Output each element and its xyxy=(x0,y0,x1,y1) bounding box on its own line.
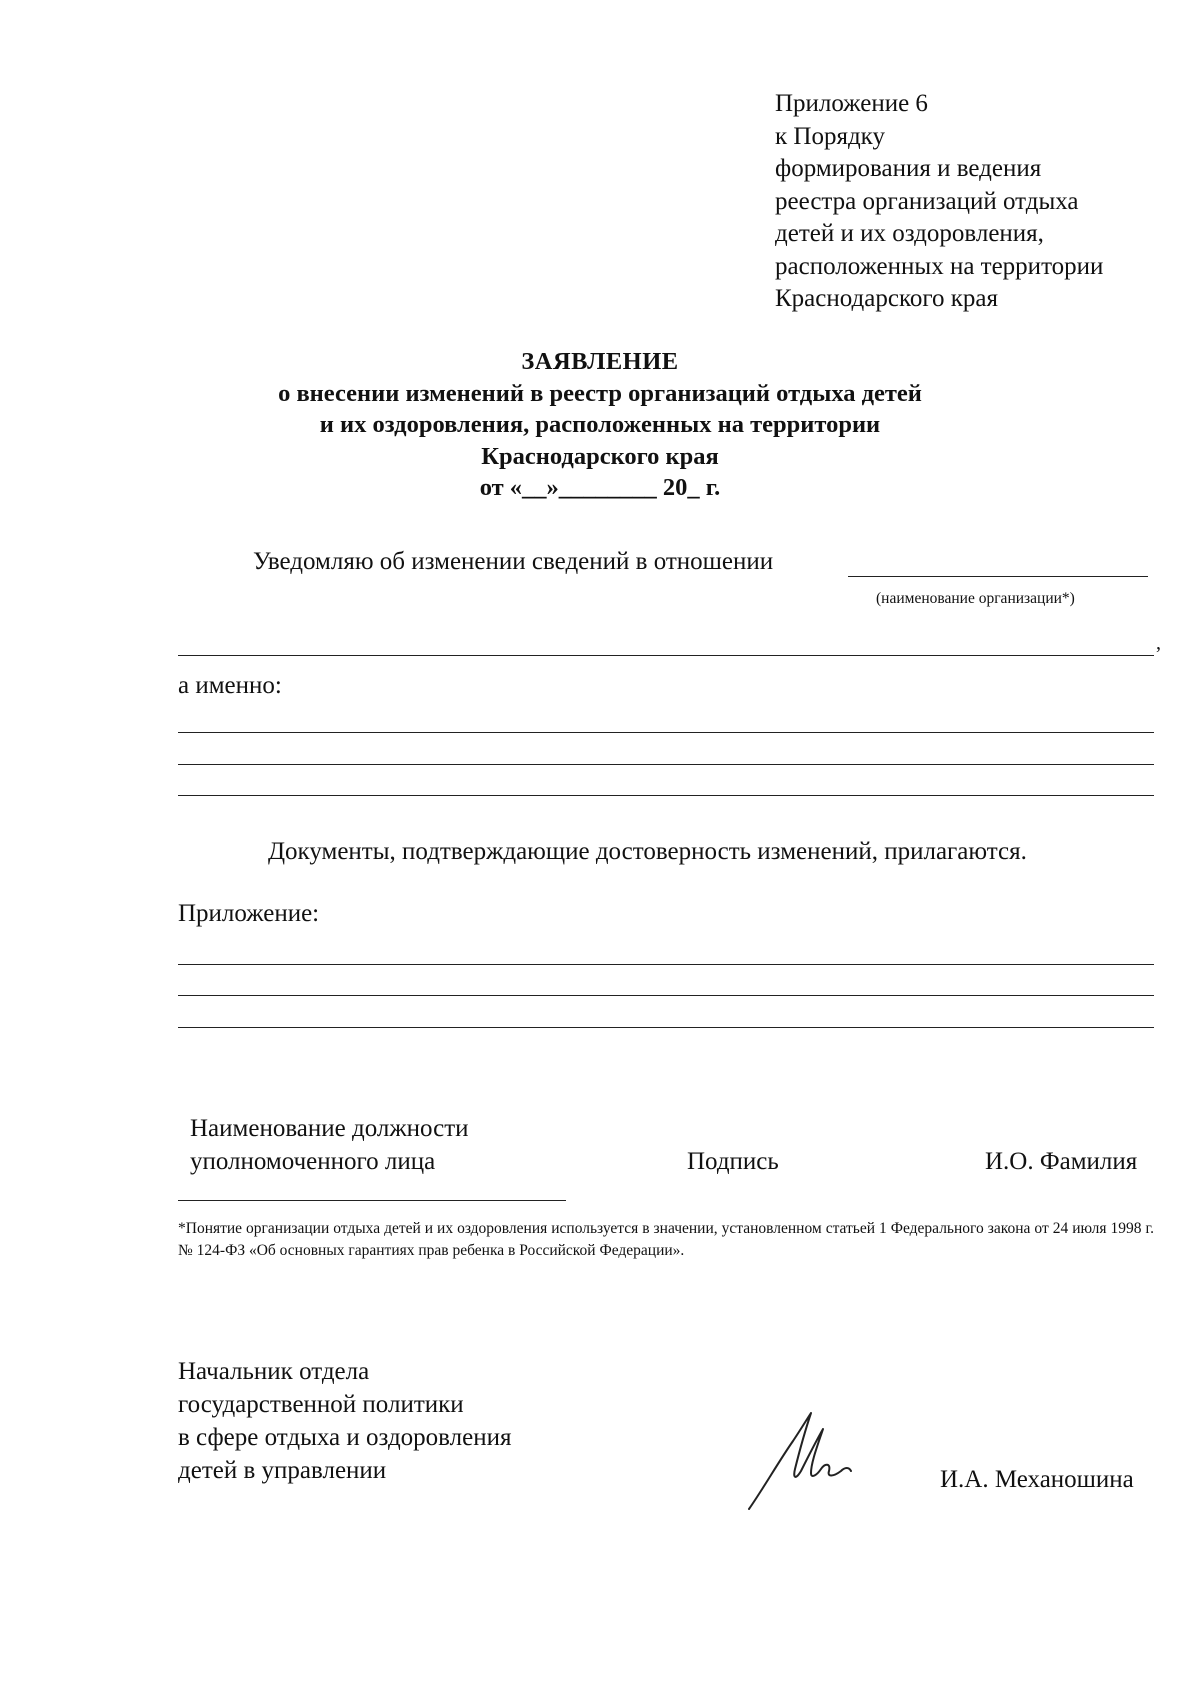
chief-name: И.А. Механошина xyxy=(940,1466,1134,1493)
position-label xyxy=(190,1112,469,1178)
footnote: *Понятие организации отдыха детей и их оздоровления используется в значении, установленном статьей 1 Федерального закона от 24 июля 1998 г. № 124-ФЗ «Об основных гарантиях прав ребенка в Российской Федерации». xyxy=(178,1220,1154,1259)
position-line: уполномоченного лица xyxy=(190,1148,436,1175)
chief-line: в сфере отдыха и оздоровления xyxy=(178,1424,512,1451)
chief-line: государственной политики xyxy=(178,1391,464,1418)
org-name-continuation-line[interactable] xyxy=(178,655,1154,656)
appendix-line: Приложение 6 xyxy=(775,90,928,117)
chief-line: Начальник отдела xyxy=(178,1358,370,1385)
changes-line[interactable] xyxy=(178,732,1154,733)
footnote-separator xyxy=(178,1200,566,1201)
comma-mark: , xyxy=(1156,632,1161,654)
attachment-line[interactable] xyxy=(178,995,1154,996)
title-sub-line: о внесении изменений в реестр организаций отдыха детей xyxy=(278,379,922,407)
appendix-line: к Порядку xyxy=(775,122,885,150)
signature-label: Подпись xyxy=(687,1148,779,1175)
chief-line: детей в управлении xyxy=(178,1457,387,1484)
title-sub-line: и их оздоровления, расположенных на территории xyxy=(319,411,881,438)
notify-text: Уведомляю об изменении сведений в отношении xyxy=(253,548,774,575)
handwritten-signature xyxy=(745,1405,865,1515)
appendix-line: детей и их оздоровления, xyxy=(775,220,1044,247)
title-main: ЗАЯВЛЕНИЕ xyxy=(521,348,679,375)
appendix-line: формирования и ведения xyxy=(775,155,1042,182)
attachment-line[interactable] xyxy=(178,1027,1154,1028)
attachment-label: Приложение: xyxy=(178,900,320,927)
org-name-field[interactable] xyxy=(848,576,1148,577)
appendix-line: расположенных на территории xyxy=(775,252,1104,280)
changes-line[interactable] xyxy=(178,795,1154,796)
title-sub-line: Краснодарского края xyxy=(481,442,719,470)
document-title xyxy=(0,346,1200,504)
attachment-line[interactable] xyxy=(178,964,1154,965)
title-date-line: от «__»________ 20_ г. xyxy=(479,474,721,501)
documents-text: Документы, подтверждающие достоверность изменений, прилагаются. xyxy=(268,838,1027,865)
position-line: Наименование должности xyxy=(190,1115,469,1142)
appendix-header xyxy=(775,88,1103,316)
appendix-line: реестра организаций отдыха xyxy=(775,187,1079,215)
org-name-caption: (наименование организации*) xyxy=(876,590,1075,607)
changes-line[interactable] xyxy=(178,764,1154,765)
name-label: И.О. Фамилия xyxy=(985,1148,1138,1175)
namely-label: а именно: xyxy=(178,672,282,699)
chief-position xyxy=(178,1355,511,1487)
appendix-line: Краснодарского края xyxy=(775,285,998,312)
